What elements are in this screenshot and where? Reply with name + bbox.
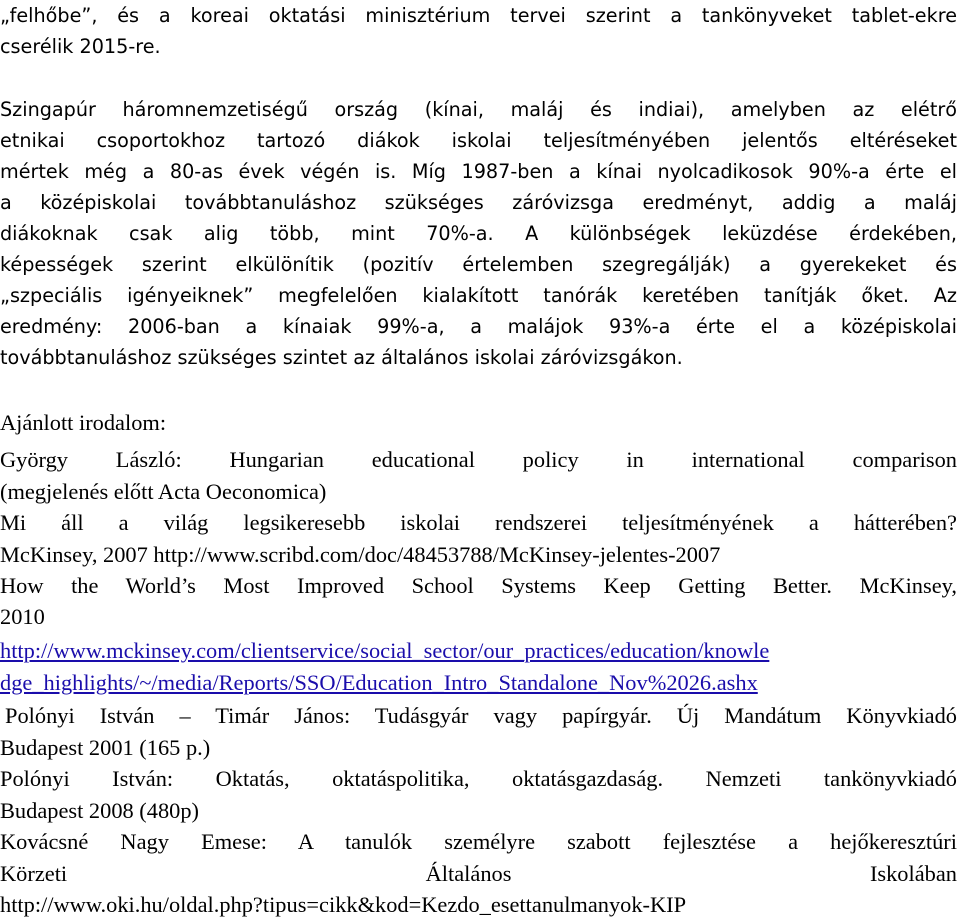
reference-line: Budapest 2001 (165 p.) [0,735,211,760]
paragraph-2-line: eredmény: 2006-ban a kínaiak 99%-a, a malájok 93%-a érte el a középiskolai [0,315,957,338]
reference-line: (megjelenés előtt Acta Oeconomica) [0,479,327,504]
reference-line: Kovácsné Nagy Emese: A tanulók személyre szabott fejlesztése a hejőkeresztúri [0,829,957,854]
reference-line: Budapest 2008 (480p) [0,798,200,823]
reference-line: Mi áll a világ legsikeresebb iskolai rendszerei teljesítményének a hátterében? [0,510,957,535]
paragraph-1-line: „felhőbe”, és a koreai oktatási minisztérium tervei szerint a tankönyveket tablet-ekre [0,4,957,27]
reference-line: How the World’s Most Improved School Systems Keep Getting Better. McKinsey, [0,573,957,598]
reference-line: György László: Hungarian educational policy in international comparison [0,447,957,472]
reference-line: Polónyi István: Oktatás, oktatáspolitika, oktatásgazdaság. Nemzeti tankönyvkiadó [0,766,957,791]
paragraph-2-line: Szingapúr háromnemzetiségű ország (kínai, maláj és indiai), amelyben az elétrő [0,98,957,121]
reference-line: McKinsey, 2007 http://www.scribd.com/doc/48453788/McKinsey-jelentes-2007 [0,542,721,567]
paragraph-2-line: etnikai csoportokhoz tartozó diákok iskolai teljesítményében jelentős eltéréseket [0,129,957,152]
paragraph-2-line: diákoknak csak alig több, mint 70%-a. A különbségek leküzdése érdekében, [0,222,957,245]
references-heading: Ajánlott irodalom: [0,410,167,435]
paragraph-2-line: „szpeciális igényeiknek” megfelelően kialakított tanórák keretében tanítják őket. Az [0,284,957,307]
reference-line: Polónyi István – Timár János: Tudásgyár vagy papírgyár. Új Mandátum Könyvkiadó [5,703,957,728]
paragraph-2-line: továbbtanuláshoz szükséges szintet az általános iskolai záróvizsgákon. [0,346,683,369]
reference-link[interactable]: http://www.mckinsey.com/clientservice/social_sector/our_practices/education/knowle [0,638,770,663]
reference-line: 2010 [0,604,45,629]
paragraph-1-line: cserélik 2015-re. [0,35,161,58]
reference-link[interactable]: dge_highlights/~/media/Reports/SSO/Education_Intro_Standalone_Nov%2026.ashx [0,670,758,695]
paragraph-2-line: képességek szerint elkülönítik (pozitív értelemben szegregálják) a gyerekeket és [0,253,957,276]
reference-line: Körzeti Általános Iskolában [0,861,957,886]
paragraph-2-line: mértek még a 80-as évek végén is. Míg 1987-ben a kínai nyolcadikosok 90%-a érte el [0,160,957,183]
reference-line: http://www.oki.hu/oldal.php?tipus=cikk&kod=Kezdo_esettanulmanyok-KIP [0,892,687,917]
paragraph-2-line: a középiskolai továbbtanuláshoz szükséges záróvizsga eredményt, addig a maláj [0,191,957,214]
